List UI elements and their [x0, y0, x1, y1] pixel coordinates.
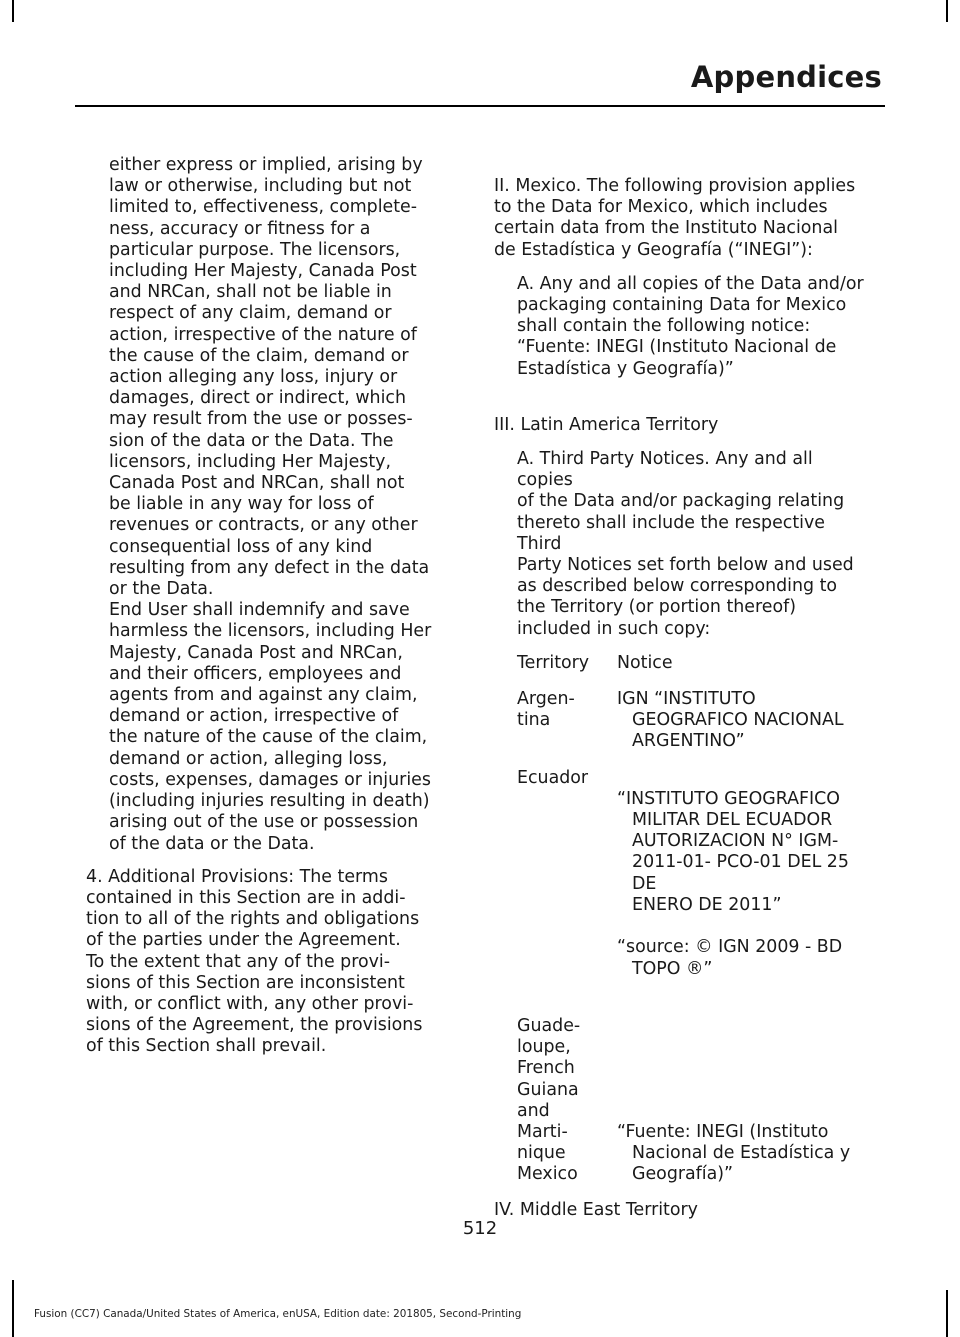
notice-text: “INSTITUTO GEOGRAFICO MILITAR DEL ECUADOR AUTORIZACION N° IGM- 2011-01- PCO-01 DEL 25 DE ENERO DE 2011”	[617, 788, 849, 915]
notice-text: IGN “INSTITUTO GEOGRAFICO NACIONAL ARGENTINO”	[617, 689, 844, 752]
notice-text: “Fuente: INEGI (Instituto Nacional de Estadística y Geografía)”	[617, 1121, 851, 1185]
table-row	[517, 768, 874, 1001]
footer-edition-info: Fusion (CC7) Canada/United States of America, enUSA, Edition date: 201805, Second-Printing	[34, 1308, 522, 1320]
table-row	[517, 1016, 874, 1186]
notice-cell	[617, 768, 874, 1001]
notice-cell	[617, 1016, 874, 1186]
latin-america-heading: III. Latin America Territory	[494, 414, 719, 435]
crop-mark-bottom-left-v	[12, 1280, 14, 1337]
left-column	[86, 155, 441, 1058]
territory-cell: Argen- tina	[517, 689, 575, 731]
table-header-row	[517, 653, 874, 674]
header-rule	[75, 105, 885, 107]
middle-east-heading: IV. Middle East Territory	[494, 1199, 698, 1220]
table-header-territory: Territory	[517, 652, 590, 673]
page-number: 512	[462, 1218, 498, 1239]
left-paragraph-2: End User shall indemnify and save harmless the licensors, including Her Majesty, Canada Post and NRCan, and their officers, employees and agents from and against any claim, demand or action, irrespective of the nature of the cause of the claim, demand or action, alleging loss, costs, expenses, damages or injuries (including injuries resulting in death) arising out of the use or possession of the data or the Data.	[109, 600, 432, 854]
left-paragraph-1: either express or implied, arising by law or otherwise, including but not limited to, effectiveness, complete- ness, accuracy or fitness for a particular purpose. The licensors, including Her Majesty, Canada Post and NRCan, shall not be liable in respect of any claim, demand or action, irrespective of the nature of the cause of the claim, demand or action alleging any loss, injury or damages, direct or indirect, which may result from the use or posses- sion of the data or the Data. The licensors, including Her Majesty, Canada Post and NRCan, shall not be liable in any way for loss of revenues or contracts, or any other consequential loss of any kind resulting from any defect in the data or the Data.	[109, 155, 430, 600]
left-paragraph-3: 4. Additional Provisions: The terms contained in this Section are in addi- tion to all of the rights and obligations of the parties under the Agreement. To the extent that any of the provi- sions of this Section are inconsistent with, or conflict with, any other provi- sions of the Agreement, the provisions of this Section shall prevail.	[86, 866, 423, 1057]
table-row	[517, 689, 874, 753]
territory-cell: Guade- loupe, French Guiana and Marti- nique Mexico	[517, 1015, 581, 1185]
notice-cell	[617, 689, 874, 753]
notice-table	[494, 653, 874, 1186]
third-party-notices-paragraph: A. Third Party Notices. Any and all copies of the Data and/or packaging relating thereto shall include the respective Third Party Notices set forth below and used as described below corresponding to the Territory (or portion thereof) included in such copy:	[517, 449, 854, 639]
page-header-title: Appendices	[690, 60, 882, 94]
crop-mark-top-left-v	[12, 0, 14, 22]
right-column	[494, 176, 874, 1221]
mexico-paragraph: II. Mexico. The following provision applies to the Data for Mexico, which includes certain data from the Instituto Nacional de Estadística y Geografía (“INEGI”):	[494, 176, 856, 260]
notice-text-secondary: “source: © IGN 2009 - BD TOPO ®”	[617, 937, 843, 979]
territory-cell: Ecuador	[517, 767, 589, 788]
table-header-notice: Notice	[617, 652, 673, 673]
crop-mark-bottom-right-v	[946, 1290, 948, 1337]
mexico-notice-paragraph: A. Any and all copies of the Data and/or packaging containing Data for Mexico shall contain the following notice: “Fuente: INEGI (Instituto Nacional de Estadística y Geografía)”	[517, 273, 864, 379]
crop-mark-top-right-v	[946, 0, 948, 22]
